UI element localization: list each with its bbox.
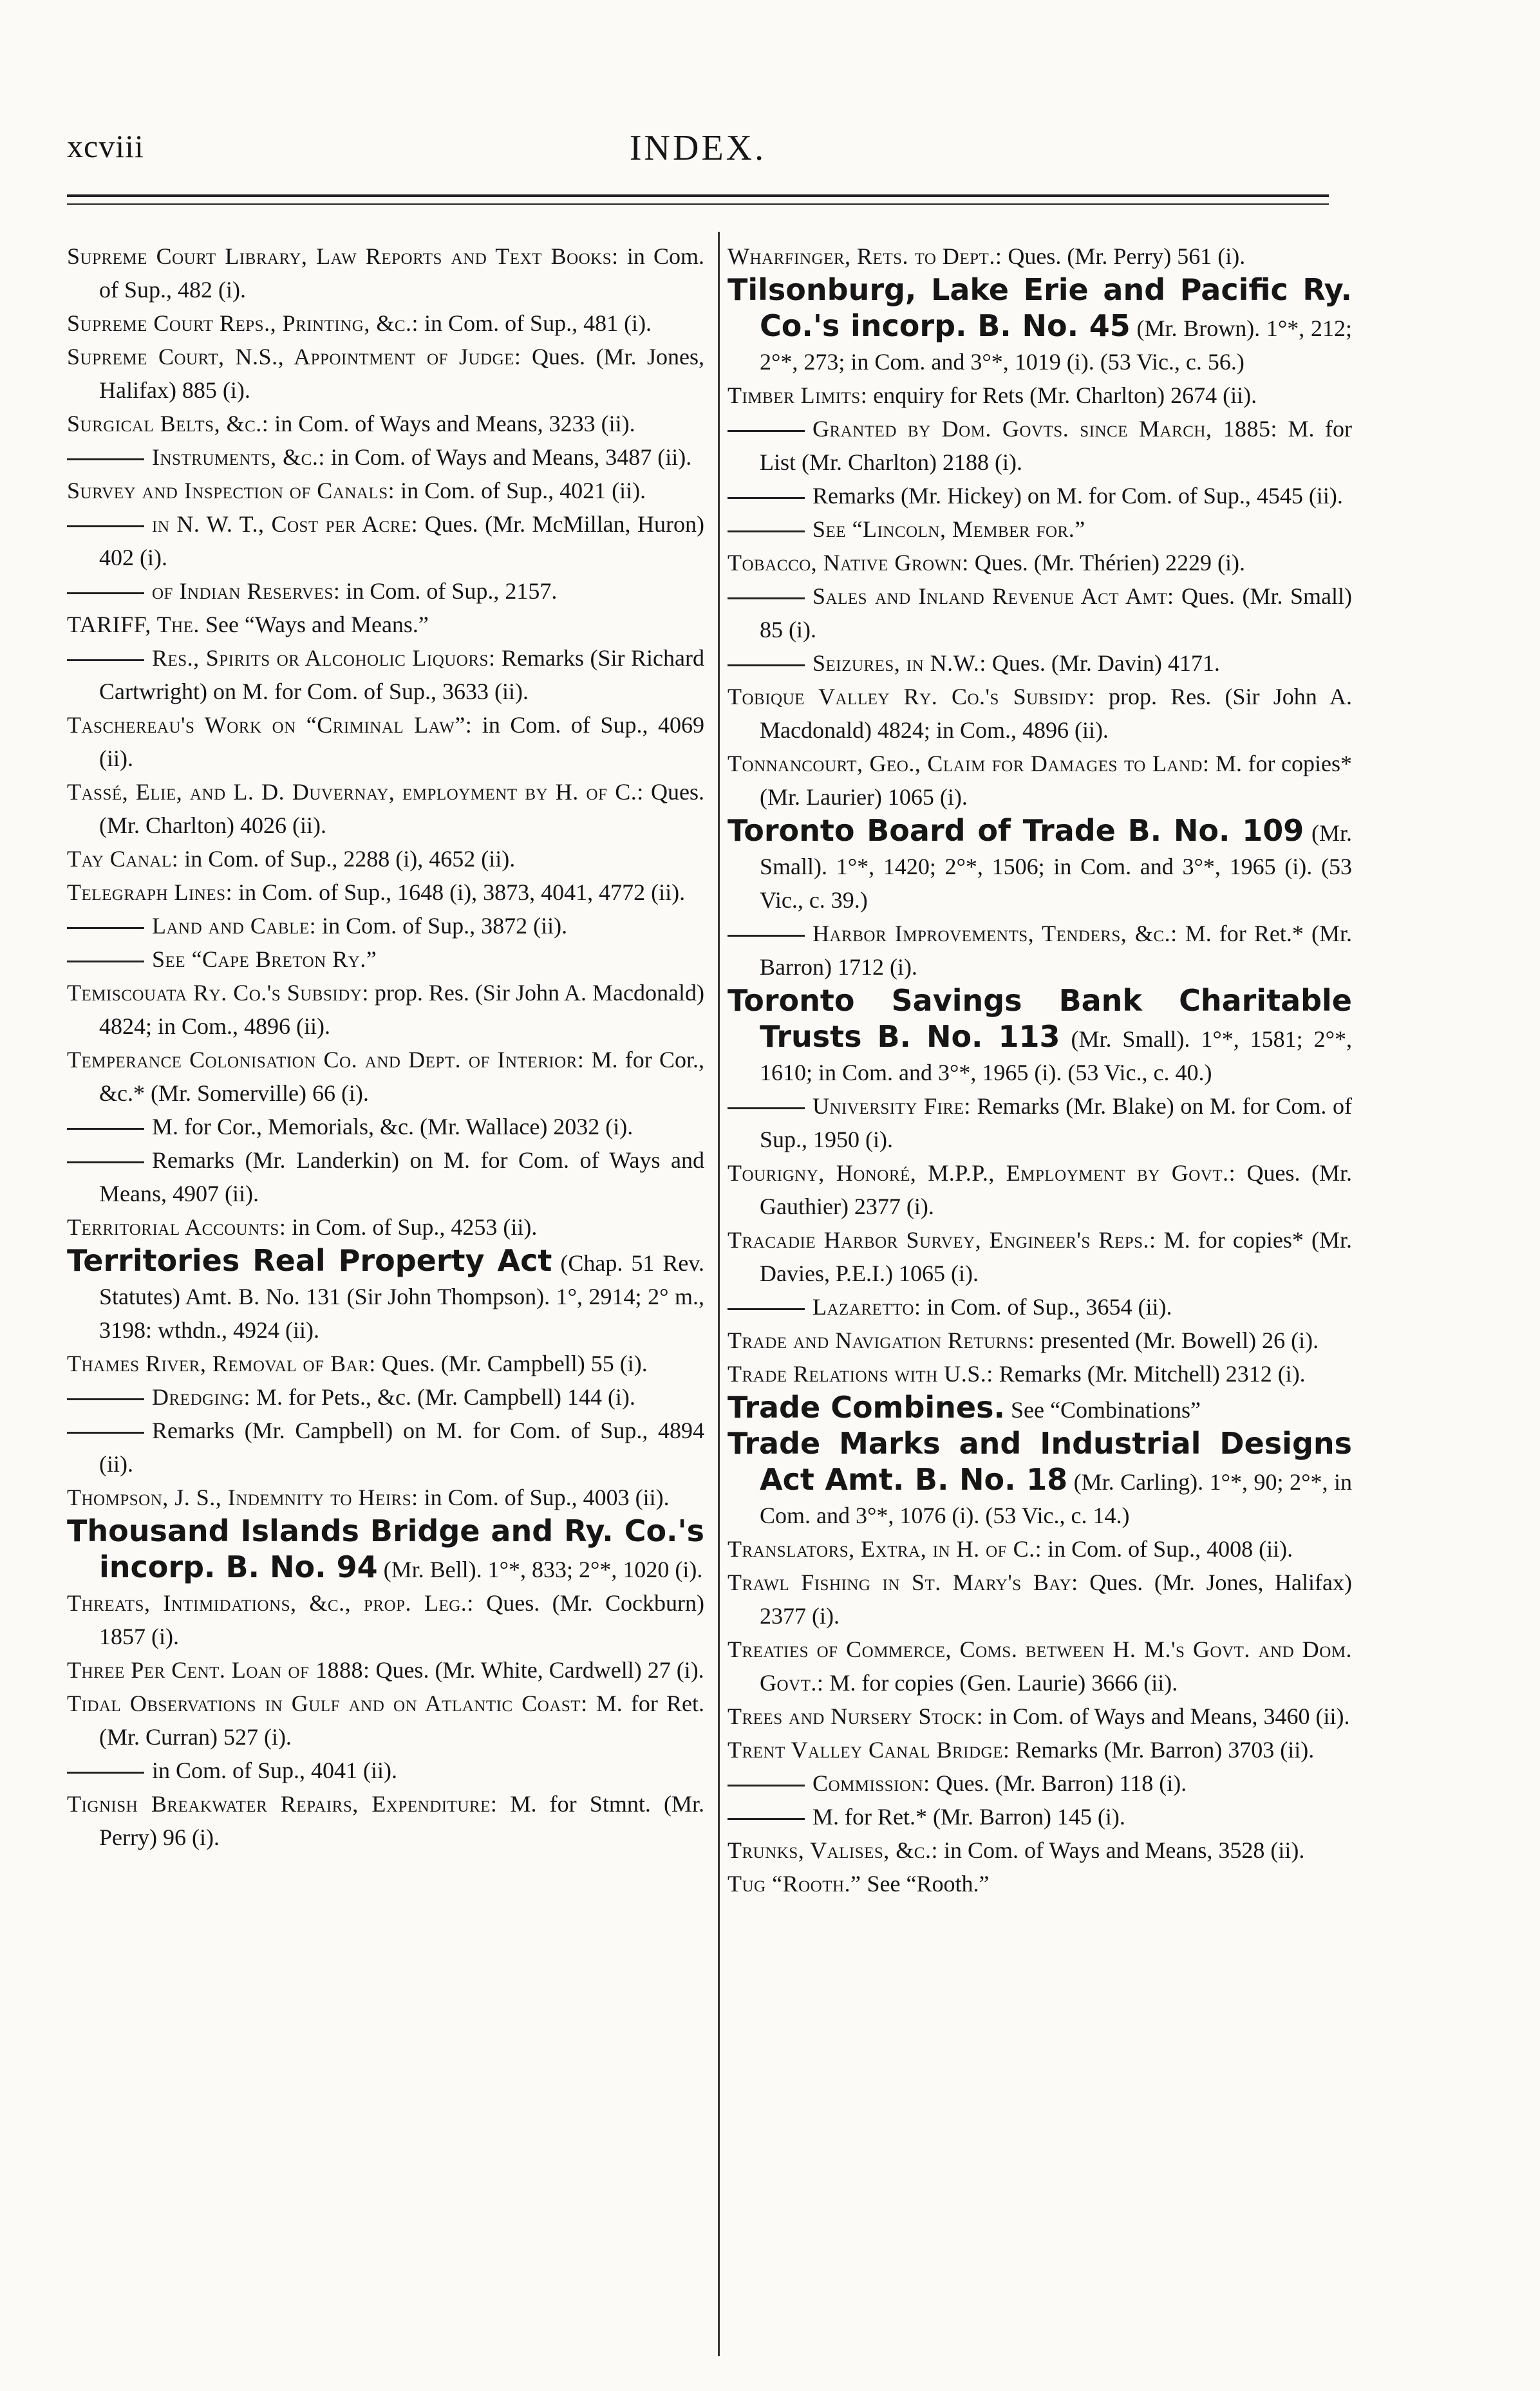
page-number: xcviii [67,128,144,164]
index-entry [67,1687,704,1754]
ditto-dash [67,525,144,527]
entry-heading: University Fire: [812,1093,971,1119]
entry-reference: in Com. of Ways and Means, 3487 (ii). [324,444,692,470]
entry-heading: TARIFF, The. [67,612,200,637]
entry-reference: in Com. of Sup., 2157. [340,578,558,604]
entry-reference: in Com. of Sup., 4041 (ii). [152,1758,398,1783]
ditto-dash [67,927,144,929]
column-divider [718,232,720,2356]
ditto-dash [67,659,144,661]
ditto-dash [67,592,144,594]
entry-reference: M. for Ret.* (Mr. Barron) 145 (i). [812,1804,1125,1830]
index-entry [67,407,704,440]
index-entry [67,1143,704,1210]
entry-heading: Tonnancourt, Geo., Claim for Damages to Land: [728,751,1210,776]
entry-reference: M. for copies* (Mr. Davies, P.E.I.) 1065 (i). [760,1227,1352,1286]
entry-heading: See “Cape Breton Ry.” [152,946,377,972]
index-entry [67,239,704,306]
index-entry [67,1787,704,1854]
entry-heading: Supreme Court Reps., Printing, &c.: [67,310,419,336]
entry-heading: Three Per Cent. Loan of 1888: [67,1657,370,1683]
index-entry [67,1110,704,1143]
entry-reference: Ques. (Mr. Jones, Halifax) 2377 (i). [760,1570,1352,1629]
index-entry [728,646,1352,680]
index-entry [728,917,1352,984]
entry-reference: (Mr. Small). 1°*, 1581; 2°*, 1610; in Com. and 3°*, 1965 (i). (53 Vic., c. 40.) [760,1026,1353,1085]
index-entry [728,1833,1352,1867]
entry-reference: See “Combinations” [1004,1397,1201,1423]
index-entry [728,1324,1352,1357]
entry-heading: Temperance Colonisation Co. and Dept. of Interior: [67,1047,585,1073]
entry-reference: in Com. of Sup., 1648 (i), 3873, 4041, 4772 (ii). [232,879,686,905]
ditto-dash [67,1128,144,1130]
ditto-dash [67,961,144,962]
entry-reference: Ques. (Mr. McMillan, Huron) 402 (i). [99,511,704,570]
index-entry [728,1867,1352,1900]
index-entry [728,1223,1352,1290]
entry-reference: (Mr. Bell). 1°*, 833; 2°*, 1020 (i). [377,1557,703,1582]
index-entry [67,942,704,976]
index-entry [67,1043,704,1110]
entry-reference: Ques. (Mr. Small) 85 (i). [760,583,1353,642]
index-entry [67,1586,704,1653]
index-entry [67,909,704,942]
ditto-dash [67,1161,144,1163]
index-entry [67,574,704,608]
ditto-dash [728,597,805,599]
index-entry [67,1754,704,1787]
entry-heading: Res., Spirits or Alcoholic Liquors: [152,645,496,671]
entry-heading: Thames River, Removal of Bar: [67,1351,376,1376]
entry-reference: Remarks (Mr. Landerkin) on M. for Com. of Ways and Means, 4907 (ii). [99,1147,704,1206]
entry-heading: Translators, Extra, in H. of C.: [728,1536,1042,1562]
index-entry [728,1800,1352,1833]
entry-reference: Remarks (Mr. Campbell) on M. for Com. of Sup., 4894 (ii). [99,1418,704,1477]
entry-reference: presented (Mr. Bowell) 26 (i). [1035,1327,1319,1353]
index-entry [728,1532,1352,1566]
entry-heading: Timber Limits: [728,382,868,408]
index-entry [67,1481,704,1514]
entry-heading: Trunks, Valises, &c.: [728,1837,938,1863]
ditto-dash [728,497,805,499]
entry-reference: in Com. of Sup., 3872 (ii). [316,913,568,939]
index-entry [728,814,1352,917]
entry-reference: M. for Stmnt. (Mr. Perry) 96 (i). [99,1791,705,1850]
index-entry [67,1244,704,1347]
entry-heading: See “Lincoln, Member for.” [812,516,1085,542]
ditto-dash [728,1107,805,1109]
entry-heading: Trade Combines. [728,1390,1005,1425]
entry-heading: Seizures, in N.W.: [812,650,986,676]
entry-heading: of Indian Reserves: [152,578,341,604]
entry-reference: M. for copies (Gen. Laurie) 3666 (ii). [823,1670,1178,1696]
index-column-left [67,239,704,1854]
index-entry [728,1733,1352,1767]
entry-heading: Harbor Improvements, Tenders, &c.: [812,921,1178,946]
entry-heading: Thousand Islands Bridge and Ry. Co.'s incorp. B. No. 94 [67,1514,704,1584]
entry-reference: Ques. (Mr. Barron) 118 (i). [930,1770,1187,1796]
entry-heading: Tobique Valley Ry. Co.'s Subsidy: [728,684,1095,709]
entry-reference: M. for copies* (Mr. Laurier) 1065 (i). [760,751,1352,810]
index-entry [728,512,1352,546]
entry-reference: Ques. (Mr. Charlton) 4026 (ii). [99,779,704,838]
entry-heading: Tobacco, Native Grown: [728,550,969,576]
entry-heading: Trawl Fishing in St. Mary's Bay: [728,1570,1078,1595]
index-column-right [728,239,1352,1900]
entry-reference: in Com. of Sup., 4021 (ii). [395,478,646,503]
ditto-dash [728,530,805,532]
entry-reference: in Com. of Sup., 4253 (ii). [286,1214,538,1240]
entry-reference: Remarks (Mr. Hickey) on M. for Com. of Sup., 4545 (ii). [812,483,1343,509]
index-entry [67,306,704,340]
entry-reference: Ques. (Mr. White, Cardwell) 27 (i). [370,1657,704,1683]
entry-heading: Trees and Nursery Stock: [728,1703,984,1729]
entry-heading: Trade Marks and Industrial Designs Act Amt. B. No. 18 [728,1426,1352,1497]
entry-heading: Trent Valley Canal Bridge: [728,1737,1010,1763]
index-entry [728,239,1352,273]
entry-heading: Taschereau's Work on “Criminal Law”: [67,712,473,738]
entry-heading: Tassé, Elie, and L. D. Duvernay, employment by H. of C.: [67,779,644,805]
index-entry [67,976,704,1043]
entry-heading: Telegraph Lines: [67,879,233,905]
index-entry [728,546,1352,579]
index-entry [67,340,704,407]
entry-reference: Remarks (Mr. Barron) 3703 (ii). [1009,1737,1315,1763]
entry-reference: Remarks (Sir Richard Cartwright) on M. for Com. of Sup., 3633 (ii). [99,645,704,704]
entry-heading: Land and Cable: [152,913,317,939]
index-entry [728,379,1352,412]
ditto-dash [728,664,805,666]
entry-heading: Survey and Inspection of Canals: [67,478,395,503]
entry-heading: Instruments, &c.: [152,444,325,470]
entry-heading: Tilsonburg, Lake Erie and Pacific Ry. Co.'s incorp. B. No. 45 [728,272,1352,343]
ditto-dash [728,1785,805,1786]
index-entry [67,440,704,474]
entry-heading: Territorial Accounts: [67,1214,286,1240]
entry-heading: Tidal Observations in Gulf and on Atlantic Coast: [67,1691,588,1716]
entry-reference: in Com. of Sup., 482 (i). [99,243,705,303]
entry-reference: (Chap. 51 Rev. Statutes) Amt. B. No. 131 (Sir John Thompson). 1°, 2914; 2° m., 3198: wthdn., 4924 (ii). [99,1250,704,1343]
index-entry [67,1653,704,1687]
entry-heading: Toronto Board of Trade B. No. 109 [728,813,1304,848]
index-entry [67,1210,704,1244]
entry-reference: Ques. (Mr. Campbell) 55 (i). [375,1351,648,1376]
index-entry [728,680,1352,747]
entry-heading: Treaties of Commerce, Coms. between H. M.'s Govt. and Dom. Govt.: [728,1636,1352,1696]
entry-reference: M. for Ret.* (Mr. Barron) 1712 (i). [760,921,1352,980]
index-entry [67,708,704,775]
index-entry [728,1566,1352,1633]
entry-reference: in Com. of Sup., 4003 (ii). [418,1485,670,1510]
entry-reference: See “Ways and Means.” [199,612,429,637]
index-entry [67,608,704,641]
header-rule-thin [67,203,1329,205]
index-entry [67,842,704,876]
entry-reference: Ques. (Mr. Perry) 561 (i). [1002,243,1246,269]
index-entry [67,1514,704,1586]
index-entry [67,641,704,708]
ditto-dash [67,1398,144,1400]
entry-reference: (Mr. Small). 1°*, 1420; 2°*, 1506; in Com. and 3°*, 1965 (i). (53 Vic., c. 39.) [760,820,1352,913]
entry-reference: in Com. of Sup., 4069 (ii). [99,712,704,771]
entry-reference: See “Rooth.” [861,1871,990,1897]
entry-heading: Commission: [812,1770,930,1796]
page-title: INDEX. [629,128,767,168]
entry-reference: Remarks (Mr. Blake) on M. for Com. of Sup., 1950 (i). [760,1093,1353,1152]
entry-reference: M. for List (Mr. Charlton) 2188 (i). [760,416,1352,475]
entry-heading: Tug “Rooth.” [728,1871,861,1897]
index-entry [67,1347,704,1380]
entry-heading: Granted by Dom. Govts. since March, 1885: [812,416,1277,442]
entry-heading: Sales and Inland Revenue Act Amt: [812,583,1174,609]
index-entry [728,1156,1352,1223]
entry-reference: M. for Cor., &c.* (Mr. Somerville) 66 (i). [99,1047,704,1106]
page-header [67,127,1329,179]
entry-reference: Ques. (Mr. Jones, Halifax) 885 (i). [99,344,704,403]
entry-heading: Tay Canal: [67,846,179,872]
index-entry [728,1089,1352,1156]
index-entry [728,273,1352,379]
entry-heading: Trade and Navigation Returns: [728,1327,1035,1353]
index-entry [728,479,1352,512]
index-entry [728,1290,1352,1324]
entry-reference: (Mr. Carling). 1°*, 90; 2°*, in Com. and 3°*, 1076 (i). (53 Vic., c. 14.) [760,1469,1352,1528]
entry-reference: in Com. of Ways and Means, 3233 (ii). [268,411,635,436]
index-entry [728,984,1352,1089]
entry-reference: M. for Cor., Memorials, &c. (Mr. Wallace) 2032 (i). [152,1114,634,1139]
index-entry [728,747,1352,814]
entry-heading: Supreme Court, N.S., Appointment of Judge: [67,344,521,370]
entry-reference: in Com. of Sup., 3654 (ii). [921,1294,1172,1320]
entry-reference: Ques. (Mr. Thérien) 2229 (i). [968,550,1246,576]
index-entry [728,1427,1352,1532]
entry-heading: Dredging: [152,1384,250,1410]
index-entry [728,1700,1352,1733]
entry-heading: Wharfinger, Rets. to Dept.: [728,243,1002,269]
entry-heading: Tracadie Harbor Survey, Engineer's Reps.: [728,1227,1156,1253]
entry-heading: in N. W. T., Cost per Acre: [152,511,418,537]
entry-reference: Ques. (Mr. Gauthier) 2377 (i). [760,1160,1352,1219]
entry-reference: M. for Pets., &c. (Mr. Campbell) 144 (i). [250,1384,635,1410]
ditto-dash [67,458,144,460]
ditto-dash [728,1308,805,1310]
entry-heading: Trade Relations with U.S.: [728,1361,993,1387]
entry-reference: M. for Ret. (Mr. Curran) 527 (i). [99,1691,704,1750]
ditto-dash [728,1818,805,1820]
entry-reference: prop. Res. (Sir John A. Macdonald) 4824; in Com., 4896 (ii). [99,980,704,1039]
ditto-dash [728,935,805,937]
index-entry [728,1391,1352,1427]
entry-heading: Lazaretto: [812,1294,921,1320]
entry-heading: Thompson, J. S., Indemnity to Heirs: [67,1485,418,1510]
entry-heading: Threats, Intimidations, &c., prop. Leg.: [67,1590,474,1616]
index-entry [728,579,1352,646]
entry-reference: in Com. of Sup., 481 (i). [418,310,652,336]
ditto-dash [67,1432,144,1434]
entry-heading: Temiscouata Ry. Co.'s Subsidy: [67,980,369,1006]
header-rule [67,194,1329,197]
entry-reference: Remarks (Mr. Mitchell) 2312 (i). [993,1361,1306,1387]
entry-reference: Ques. (Mr. Cockburn) 1857 (i). [99,1590,705,1649]
entry-heading: Surgical Belts, &c.: [67,411,269,436]
entry-reference: in Com. of Sup., 4008 (ii). [1042,1536,1293,1562]
entry-reference: enquiry for Rets (Mr. Charlton) 2674 (ii). [867,382,1257,408]
index-entry [67,474,704,507]
ditto-dash [67,1772,144,1774]
entry-heading: Tignish Breakwater Repairs, Expenditure: [67,1791,498,1817]
entry-reference: in Com. of Ways and Means, 3460 (ii). [983,1703,1350,1729]
entry-heading: Territories Real Property Act [67,1243,552,1278]
entry-heading: Toronto Savings Bank Charitable Trusts B. No. 113 [728,983,1352,1054]
index-entry [67,507,704,574]
index-entry [728,412,1352,479]
entry-heading: Tourigny, Honoré, M.P.P., Employment by Govt.: [728,1160,1236,1186]
entry-heading: Supreme Court Library, Law Reports and Text Books: [67,243,619,269]
index-entry [728,1767,1352,1800]
index-entry [728,1633,1352,1700]
entry-reference: Ques. (Mr. Davin) 4171. [986,650,1220,676]
ditto-dash [728,430,805,432]
entry-reference: in Com. of Sup., 2288 (i), 4652 (ii). [178,846,516,872]
index-entry [728,1357,1352,1391]
index-entry [67,775,704,842]
index-entry [67,1380,704,1414]
entry-reference: in Com. of Ways and Means, 3528 (ii). [938,1837,1305,1863]
entry-reference: (Mr. Brown). 1°*, 212; 2°*, 273; in Com. and 3°*, 1019 (i). (53 Vic., c. 56.) [760,315,1352,375]
index-entry [67,1414,704,1481]
index-entry [67,876,704,909]
entry-reference: prop. Res. (Sir John A. Macdonald) 4824; in Com., 4896 (ii). [760,684,1352,743]
